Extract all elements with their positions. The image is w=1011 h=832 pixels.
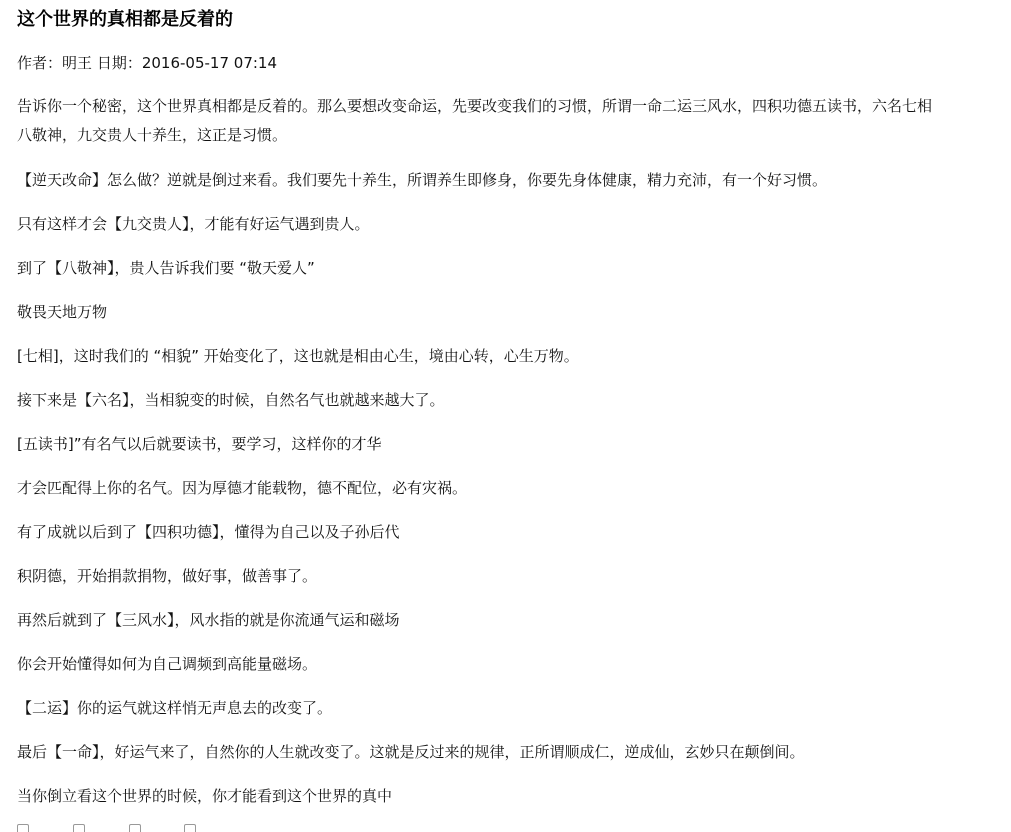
- article-title: 这个世界的真相都是反着的: [17, 9, 233, 30]
- toolbar-icon-3[interactable]: [129, 824, 141, 832]
- paragraph-16: 当你倒立看这个世界的时候，你才能看到这个世界的真中: [17, 787, 393, 805]
- paragraph-11: 积阴德，开始捐款捐物，做好事，做善事了。: [17, 567, 318, 585]
- paragraph-9: 才会匹配得上你的名气。因为厚德才能载物，德不配位，必有灾祸。: [17, 479, 468, 497]
- author-name: 明王: [62, 54, 93, 72]
- paragraph-15: 最后【一命】，好运气来了，自然你的人生就改变了。这就是反过来的规律，正所谓顺成仁，逆成仙，玄妙只在颠倒间。: [17, 743, 805, 761]
- paragraph-8: [五读书]”有名气以后就要读书，要学习，这样你的才华: [17, 435, 382, 453]
- paragraph-14: 【二运】你的运气就这样悄无声息去的改变了。: [17, 699, 333, 717]
- paragraph-13: 你会开始懂得如何为自己调频到高能量磁场。: [17, 655, 318, 673]
- paragraph-10: 有了成就以后到了【四积功德】，懂得为自己以及子孙后代: [17, 523, 400, 541]
- publish-date: 2016-05-17 07:14: [141, 54, 277, 72]
- paragraph-1-line-1: 告诉你一个秘密，这个世界真相都是反着的。那么要想改变命运，先要改变我们的习惯，所谓一命二运三风水，四积功德五读书，六名七相: [17, 97, 933, 115]
- toolbar-icon-4[interactable]: [184, 824, 196, 832]
- article-meta: [17, 52, 277, 74]
- date-label: 日期：: [96, 54, 142, 72]
- paragraph-5: 敬畏天地万物: [17, 303, 108, 321]
- toolbar-icon-2[interactable]: [73, 824, 85, 832]
- paragraph-4: 到了【八敬神】，贵人告诉我们要 “敬天爱人”: [17, 259, 315, 277]
- toolbar-icon-1[interactable]: [17, 824, 29, 832]
- paragraph-7: 接下来是【六名】，当相貌变的时候，自然名气也就越来越大了。: [17, 391, 445, 409]
- paragraph-6: [七相]，这时我们的 “相貌” 开始变化了，这也就是相由心生，境由心转，心生万物。: [17, 347, 579, 365]
- author-label: 作者：: [17, 54, 63, 72]
- paragraph-1-line-2: 八敬神，九交贵人十养生，这正是习惯。: [17, 126, 288, 144]
- paragraph-2: 【逆天改命】怎么做？逆就是倒过来看。我们要先十养生，所谓养生即修身，你要先身体健康，精力充沛，有一个好习惯。: [17, 171, 828, 189]
- paragraph-12: 再然后就到了【三风水】，风水指的就是你流通气运和磁场: [17, 611, 400, 629]
- article-toolbar: [17, 824, 236, 832]
- paragraph-3: 只有这样才会【九交贵人】，才能有好运气遇到贵人。: [17, 215, 370, 233]
